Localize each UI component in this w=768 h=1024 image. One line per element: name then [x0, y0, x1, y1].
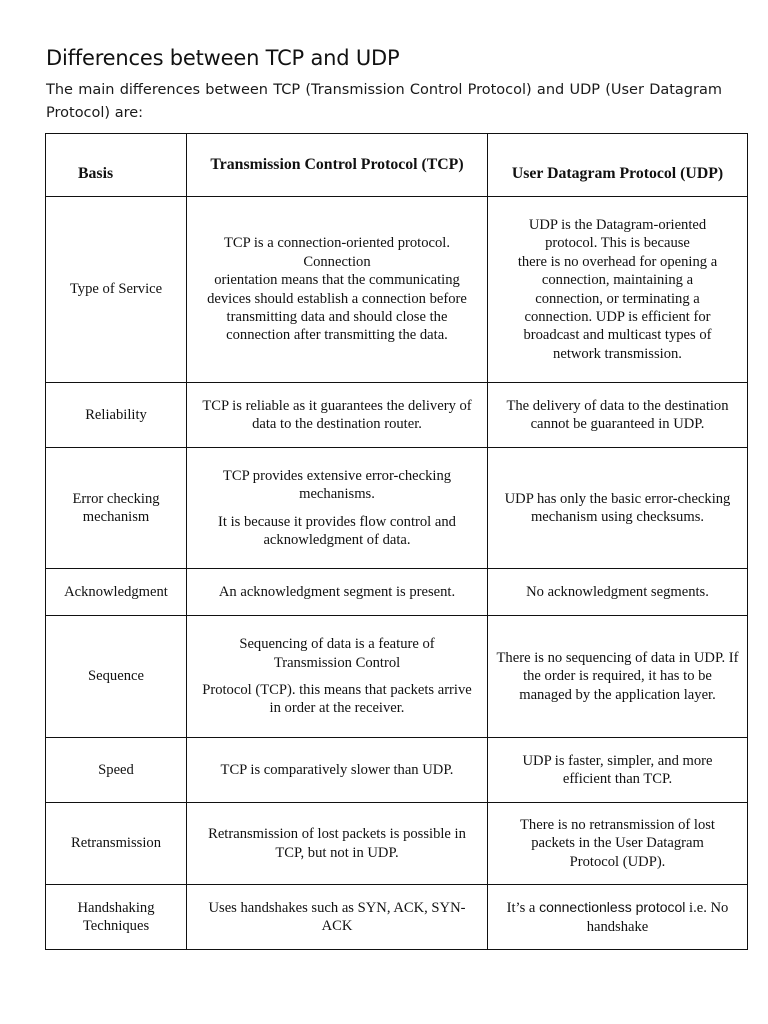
table-row-error-checking	[46, 448, 748, 569]
cell-udp: There is no sequencing of data in UDP. If the order is required, it has to be managed by the application layer.	[488, 616, 748, 738]
cell-basis: Type of Service	[46, 197, 187, 383]
cell-udp: No acknowledgment segments.	[488, 569, 748, 616]
cell-paragraph: It is because it provides flow control and acknowledgment of data.	[218, 513, 456, 548]
table-header-row	[46, 134, 748, 197]
cell-line: Error checking	[72, 490, 160, 507]
cell-tcp	[187, 197, 488, 383]
cell-line: devices should establish a connection before	[207, 290, 467, 307]
cell-basis	[46, 885, 187, 950]
table-row-acknowledgment	[46, 569, 748, 616]
cell-basis: Acknowledgment	[46, 569, 187, 616]
intro-paragraph: The main differences between TCP (Transmission Control Protocol) and UDP (User Datagram Protocol) are:	[46, 82, 722, 121]
header-udp: User Datagram Protocol (UDP)	[488, 134, 748, 197]
cell-basis: Retransmission	[46, 803, 187, 885]
cell-udp	[488, 885, 748, 950]
cell-line: there is no overhead for opening a	[517, 253, 718, 270]
cell-udp: The delivery of data to the destination cannot be guaranteed in UDP.	[488, 383, 748, 448]
cell-line: UDP is the Datagram-oriented	[528, 216, 707, 233]
cell-tcp: Uses handshakes such as SYN, ACK, SYN-ACK	[187, 885, 488, 950]
cell-line: connection, maintaining a	[541, 272, 694, 289]
cell-basis	[46, 448, 187, 569]
cell-tcp	[187, 616, 488, 738]
cell-basis: Reliability	[46, 383, 187, 448]
cell-line: Connection	[303, 253, 371, 270]
cell-udp	[488, 197, 748, 383]
cell-line: Handshaking	[77, 899, 155, 916]
cell-line: protocol. This is because	[545, 235, 690, 252]
cell-line: network transmission.	[553, 345, 682, 362]
cell-udp: UDP has only the basic error-checking mechanism using checksums.	[488, 448, 748, 569]
cell-line: orientation means that the communicating	[214, 272, 460, 289]
table-row-reliability	[46, 383, 748, 448]
header-basis: Basis	[46, 134, 187, 197]
cell-line: connection, or terminating a	[535, 290, 700, 307]
cell-paragraph: Sequencing of data is a feature of Transmission Control	[239, 636, 435, 671]
comparison-table	[45, 133, 748, 950]
header-tcp: Transmission Control Protocol (TCP)	[187, 134, 488, 197]
cell-tcp: TCP is comparatively slower than UDP.	[187, 738, 488, 803]
cell-text: It’s a	[506, 900, 540, 917]
cell-tcp: Retransmission of lost packets is possible in TCP, but not in UDP.	[187, 803, 488, 885]
cell-tcp: TCP is reliable as it guarantees the delivery of data to the destination router.	[187, 383, 488, 448]
cell-tcp	[187, 448, 488, 569]
page-title: Differences between TCP and UDP	[46, 46, 400, 70]
cell-udp: UDP is faster, simpler, and more efficient than TCP.	[488, 738, 748, 803]
cell-text-sans: connectionless protocol	[539, 899, 686, 916]
cell-basis: Sequence	[46, 616, 187, 738]
table-row-retransmission	[46, 803, 748, 885]
table-row-type-of-service	[46, 197, 748, 383]
cell-tcp: An acknowledgment segment is present.	[187, 569, 488, 616]
cell-line: transmitting data and should close the	[226, 308, 448, 325]
table-row-sequence	[46, 616, 748, 738]
cell-line: broadcast and multicast types of	[523, 327, 712, 344]
cell-paragraph: Protocol (TCP). this means that packets arrive in order at the receiver.	[202, 682, 472, 717]
cell-udp: There is no retransmission of lost packets in the User Datagram Protocol (UDP).	[488, 803, 748, 885]
cell-line: connection. UDP is efficient for	[524, 308, 711, 325]
cell-line: connection after transmitting the data.	[226, 327, 448, 344]
cell-paragraph: TCP provides extensive error-checking mechanisms.	[222, 467, 452, 503]
cell-basis: Speed	[46, 738, 187, 803]
cell-line: TCP is a connection-oriented protocol.	[223, 235, 450, 252]
cell-line: Techniques	[82, 918, 150, 934]
table-row-speed	[46, 738, 748, 803]
cell-line: mechanism	[82, 509, 150, 525]
table-row-handshaking	[46, 885, 748, 950]
cell-text: i.e. No handshake	[586, 900, 729, 935]
